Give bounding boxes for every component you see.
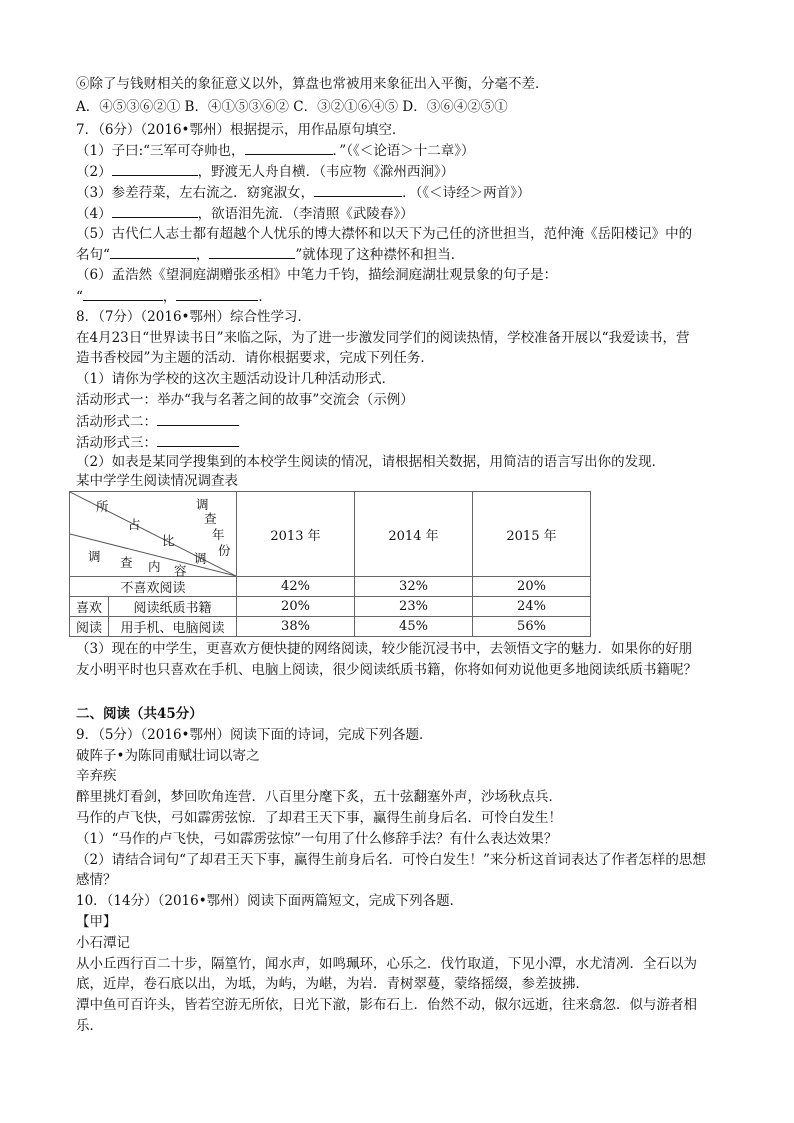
answer-blank[interactable] bbox=[112, 163, 198, 176]
row-label: 不喜欢阅读 bbox=[70, 577, 237, 597]
table-cell: 56% bbox=[473, 617, 591, 637]
q7-item-1: （1）子曰:“三军可夺帅也， ．”（《＜论语＞十二章》） bbox=[76, 143, 475, 159]
hdr-char: 查 bbox=[204, 511, 217, 526]
answer-blank[interactable] bbox=[112, 205, 198, 218]
table-cell: 32% bbox=[355, 577, 473, 597]
year-header: 2013 年 bbox=[237, 492, 355, 577]
q8-item-2: （2）如表是某同学搜集到的本校学生阅读的情况，请根据相关数据，用简洁的语言写出你的发现． bbox=[76, 454, 666, 470]
option-item-6: ⑥除了与钱财相关的象征意义以外，算盘也常被用来象征出入平衡，分毫不差． bbox=[76, 76, 549, 92]
hdr-char: 容 bbox=[174, 563, 187, 578]
poem-title: 破阵子•为陈同甫赋壮词以寄之 bbox=[76, 748, 260, 764]
q9-item-2-line-2: 感情？ bbox=[76, 872, 117, 888]
answer-blank[interactable] bbox=[209, 246, 295, 259]
answer-blank[interactable] bbox=[176, 288, 258, 301]
table-cell: 45% bbox=[355, 617, 473, 637]
q7-item-6-blanks: “ ， ． bbox=[76, 289, 272, 305]
table-cell: 23% bbox=[355, 597, 473, 617]
table-cell: 24% bbox=[473, 597, 591, 617]
q8-item-1: （1）请你为学校的这次主题活动设计几种活动形式． bbox=[76, 371, 396, 387]
q9-item-2-line-1: （2）请结合词句“了却君王天下事，赢得生前身后名．可怜白发生！”来分析这首词表达了作者怎样的思想 bbox=[76, 852, 706, 868]
q8-item-3-line-2: 友小明平时也只喜欢在手机、电脑上阅读，很少阅读纸质书籍，你将如何劝说他更多地阅读纸质书籍呢？ bbox=[76, 662, 697, 678]
essay-line-1: 从小丘西行百二十步，隔篁竹，闻水声，如鸣珮环，心乐之．伐竹取道，下见小潭，水尤清冽．全石以为 bbox=[76, 956, 697, 972]
hdr-char: 调 bbox=[88, 549, 101, 564]
answer-blank[interactable] bbox=[83, 288, 163, 301]
q7-item-2: （2） ，野渡无人舟自横．（韦应物《滁州西涧》） bbox=[76, 164, 455, 180]
answer-blank[interactable] bbox=[157, 413, 239, 426]
answer-choices: A．④⑤③⑥②① B．④①⑤③⑥② C．③②①⑥④⑤ D．③⑥④②⑤① bbox=[76, 99, 508, 115]
poem-author: 辛弃疾 bbox=[76, 768, 117, 784]
answer-blank[interactable] bbox=[314, 184, 402, 197]
table-cell: 20% bbox=[473, 577, 591, 597]
q7-item-5-cont: 名句“ ， ”就体现了这种襟怀和担当． bbox=[76, 247, 465, 263]
row-group: 喜欢 bbox=[70, 597, 109, 617]
table-cell: 20% bbox=[237, 597, 355, 617]
table-diagonal-header bbox=[70, 492, 237, 577]
row-label: 阅读纸质书籍 bbox=[109, 597, 237, 617]
q7-item-6: （6）孟浩然《望洞庭湖赠张丞相》中笔力千钧，描绘洞庭湖壮观景象的句子是： bbox=[76, 267, 558, 283]
section-2-heading: 二、阅读（共45分） bbox=[76, 706, 203, 722]
hdr-char: 调 bbox=[196, 497, 209, 512]
q8-item-3-line-1: （3）现在的中学生，更喜欢方便快捷的网络阅读，较少能沉浸书中，去领悟文字的魅力．如果你的好朋 bbox=[76, 641, 693, 657]
question-9-heading: 9．（5分）（2016•鄂州）阅读下面的诗词，完成下列各题． bbox=[76, 727, 433, 743]
q7-item-5: （5）古代仁人志士都有超越个人忧乐的博大襟怀和以天下为己任的济世担当，范仲淹《岳阳楼记》中的 bbox=[76, 226, 693, 242]
row-label: 用手机、电脑阅读 bbox=[109, 617, 237, 637]
hdr-char: 所 bbox=[96, 499, 109, 514]
q9-item-1: （1）“马作的卢飞快，弓如霹雳弦惊”一句用了什么修辞手法？有什么表达效果？ bbox=[76, 831, 558, 847]
q7-item-4: （4） ，欲语泪先流．（李清照《武陵春》） bbox=[76, 206, 414, 222]
poem-line-1: 醉里挑灯看剑，梦回吹角连营．八百里分麾下炙，五十弦翻塞外声，沙场秋点兵． bbox=[76, 789, 562, 805]
activity-form-1: 活动形式一：举办“我与名著之间的故事”交流会（示例） bbox=[76, 392, 414, 408]
answer-blank[interactable] bbox=[110, 246, 196, 259]
answer-blank[interactable] bbox=[245, 142, 333, 155]
q7-item-3: （3）参差荇菜，左右流之．窈窕淑女， ．（《＜诗经＞两首》） bbox=[76, 185, 531, 201]
row-group: 阅读 bbox=[70, 617, 109, 637]
year-header: 2014 年 bbox=[355, 492, 473, 577]
question-7-heading: 7．（6分）（2016•鄂州）根据提示，用作品原句填空． bbox=[76, 122, 406, 138]
table-title: 某中学学生阅读情况调查表 bbox=[76, 473, 238, 489]
essay-title: 小石潭记 bbox=[76, 935, 130, 951]
hdr-char: 调 bbox=[194, 551, 207, 566]
hdr-char: 占 bbox=[128, 517, 141, 532]
q8-paragraph-line-1: 在4月23日“世界读书日”来临之际，为了进一步激发同学们的阅读热情，学校准备开展以“我爱读书，营 bbox=[76, 330, 690, 346]
hdr-char: 年 bbox=[212, 527, 225, 542]
passage-label-jia: 【甲】 bbox=[76, 914, 117, 930]
essay-line-2: 底，近岸，卷石底以出，为坻，为屿，为嵁，为岩．青树翠蔓，蒙络摇缀，参差披拂． bbox=[76, 976, 589, 992]
table-cell: 42% bbox=[237, 577, 355, 597]
table-cell: 38% bbox=[237, 617, 355, 637]
answer-blank[interactable] bbox=[157, 434, 239, 447]
year-header: 2015 年 bbox=[473, 492, 591, 577]
hdr-char: 份 bbox=[218, 543, 231, 558]
essay-line-3: 潭中鱼可百许头，皆若空游无所依，日光下澈，影布石上．佁然不动，俶尔远逝，往来翕忽．似与游者相 bbox=[76, 997, 697, 1013]
poem-line-2: 马作的卢飞快，弓如霹雳弦惊．了却君王天下事，赢得生前身后名．可怜白发生！ bbox=[76, 810, 562, 826]
essay-line-4: 乐． bbox=[76, 1018, 103, 1034]
hdr-char: 内 bbox=[148, 559, 161, 574]
question-8-heading: 8．（7分）（2016•鄂州）综合性学习． bbox=[76, 309, 311, 325]
question-10-heading: 10．（14分）（2016•鄂州）阅读下面两篇短文，完成下列各题． bbox=[76, 893, 464, 909]
activity-form-3: 活动形式三： bbox=[76, 434, 239, 451]
activity-form-2: 活动形式二： bbox=[76, 413, 239, 430]
survey-table bbox=[69, 491, 591, 637]
q8-paragraph-line-2: 造书香校园”为主题的活动．请你根据要求，完成下列任务． bbox=[76, 350, 434, 366]
hdr-char: 比 bbox=[162, 533, 175, 548]
hdr-char: 查 bbox=[120, 555, 133, 570]
